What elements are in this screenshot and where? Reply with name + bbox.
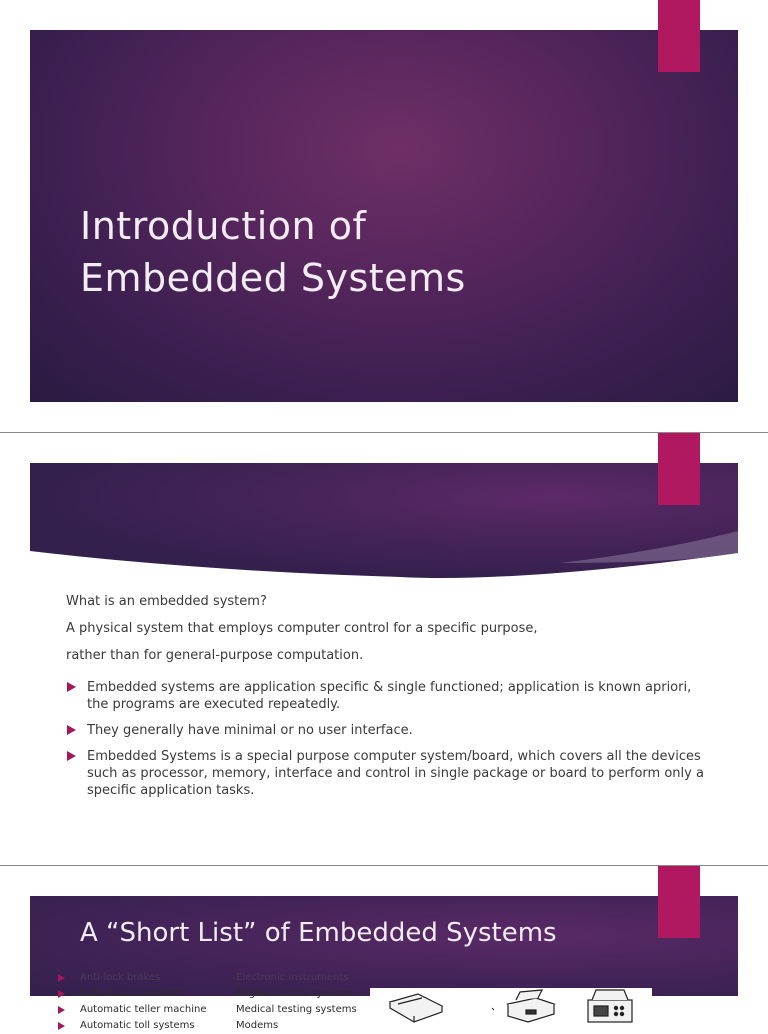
list-item-left: Automatic teller machine [80,1004,207,1015]
disk-drive-icon [390,994,442,1022]
short-list [58,970,378,1034]
slide-title-heading [80,200,640,304]
list-item-right: Engine control systems [236,988,353,999]
list-item-right: Electronic instruments [236,972,349,983]
list-item [58,986,378,1002]
list-item [66,722,716,739]
bullet-arrow-icon [67,751,76,761]
bullet-arrow-icon [58,1006,65,1014]
list-item [58,1002,378,1018]
bullet-arrow-icon [67,725,76,735]
fax-machine-icon [588,990,632,1022]
bullet-text: Embedded systems are application specific & single functioned; application is known apriori, the programs are executed repeatedly. [87,680,692,712]
definition-body [66,593,716,808]
accent-tab [658,0,700,72]
list-item-left: Auto-focus cameras [80,988,180,999]
list-item-left: Anti-lock brakes [80,972,161,983]
definition-line-1: A physical system that employs computer control for a specific purpose, [66,621,538,636]
list-item [58,970,378,986]
list-item-right: Medical testing systems [236,1004,357,1015]
bullet-arrow-icon [67,682,76,692]
slide-definition [0,433,768,865]
list-item [66,748,716,799]
device-images [370,988,652,1024]
bullet-text: They generally have minimal or no user interface. [87,723,413,738]
slide-short-list [0,866,768,1031]
device-illustrations [370,988,652,1024]
definition-line-2: rather than for general-purpose computation. [66,648,364,663]
list-item [66,679,716,713]
accent-tab [658,866,700,938]
bullet-arrow-icon [58,990,65,998]
printer-machine-icon [508,990,554,1022]
bullet-arrow-icon [58,974,65,982]
header-band [0,433,768,583]
list-item-left: Automatic toll systems [80,1020,195,1031]
title-line-1: Introduction of [80,204,367,248]
accent-tab [658,433,700,505]
list-item-right: Modems [236,1020,279,1031]
title-line-2: Embedded Systems [80,256,466,300]
short-list-title: A “Short List” of Embedded Systems [80,918,557,948]
bullet-arrow-icon [58,1022,65,1030]
list-item [58,1018,378,1034]
question-text: What is an embedded system? [66,594,267,609]
bullet-text: Embedded Systems is a special purpose computer system/board, which covers all the devices such as processor, memory, interface and control in single package or board to perform only a specific application tasks. [87,749,704,798]
bullet-list [66,679,716,799]
slide-title [0,0,768,432]
